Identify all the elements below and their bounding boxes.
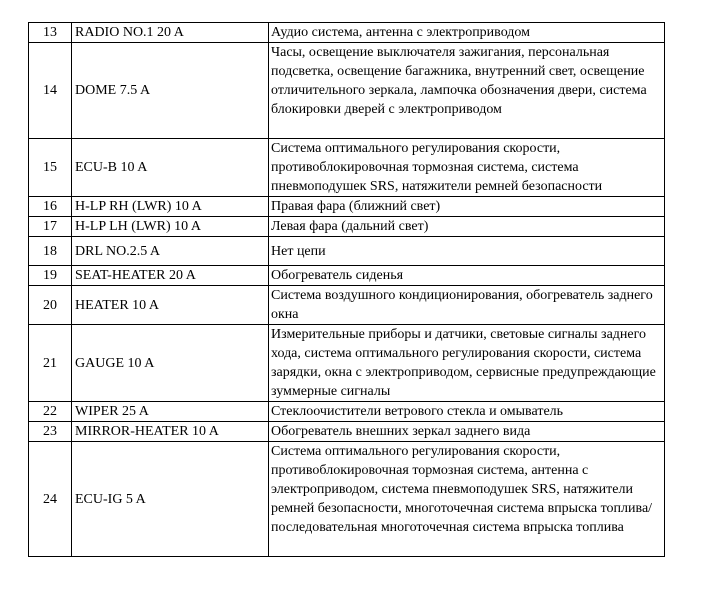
fuse-description: Обогреватель сиденья — [269, 266, 665, 286]
fuse-number: 23 — [29, 422, 72, 442]
fuse-description: Аудио система, антенна с электроприводом — [269, 23, 665, 43]
fuse-name: DOME 7.5 A — [72, 43, 269, 139]
fuse-description: Нет цепи — [269, 237, 665, 266]
fuse-number: 15 — [29, 139, 72, 197]
fuse-name: WIPER 25 A — [72, 402, 269, 422]
table-row — [29, 43, 665, 139]
table-row — [29, 422, 665, 442]
fuse-description: Стеклоочистители ветрового стекла и омыватель — [269, 402, 665, 422]
fuse-name: H-LP RH (LWR) 10 A — [72, 197, 269, 217]
fuse-description: Обогреватель внешних зеркал заднего вида — [269, 422, 665, 442]
fuse-description: Система оптимального регулирования скорости, противоблокировочная тормозная система, система пневмоподушек SRS, натяжители ремней безопасности — [269, 139, 665, 197]
fuse-name: MIRROR-HEATER 10 A — [72, 422, 269, 442]
fuse-name: GAUGE 10 A — [72, 325, 269, 402]
table-row — [29, 442, 665, 557]
fuse-description: Измерительные приборы и датчики, световые сигналы заднего хода, система оптимального регулирования скорости, система зарядки, окна с электроприводом, сервисные предупреждающие зуммерные сигналы — [269, 325, 665, 402]
fuse-description: Часы, освещение выключателя зажигания, персональная подсветка, освещение багажника, внутренний свет, освещение отличительного зеркала, лампочка обозначения двери, система блокировки дверей с электроприводом — [269, 43, 665, 139]
fuse-number: 18 — [29, 237, 72, 266]
fuse-name: RADIO NO.1 20 A — [72, 23, 269, 43]
fuse-name: ECU-IG 5 A — [72, 442, 269, 557]
table-row — [29, 325, 665, 402]
fuse-description: Правая фара (ближний свет) — [269, 197, 665, 217]
fuse-number: 24 — [29, 442, 72, 557]
table-row — [29, 237, 665, 266]
table-row — [29, 197, 665, 217]
fuse-number: 13 — [29, 23, 72, 43]
table-row — [29, 139, 665, 197]
fuse-number: 20 — [29, 286, 72, 325]
fuse-description: Левая фара (дальний свет) — [269, 217, 665, 237]
fuse-name: SEAT-HEATER 20 A — [72, 266, 269, 286]
fuse-number: 16 — [29, 197, 72, 217]
fuse-number: 21 — [29, 325, 72, 402]
fuse-number: 17 — [29, 217, 72, 237]
table-row — [29, 286, 665, 325]
table-row — [29, 402, 665, 422]
table-row — [29, 23, 665, 43]
fuse-name: H-LP LH (LWR) 10 A — [72, 217, 269, 237]
fuse-number: 19 — [29, 266, 72, 286]
fuse-name: DRL NO.2.5 A — [72, 237, 269, 266]
fuse-name: ECU-B 10 A — [72, 139, 269, 197]
fuse-table-body — [29, 23, 665, 557]
fuse-number: 22 — [29, 402, 72, 422]
fuse-name: HEATER 10 A — [72, 286, 269, 325]
fuse-description: Система воздушного кондиционирования, обогреватель заднего окна — [269, 286, 665, 325]
table-row — [29, 217, 665, 237]
table-row — [29, 266, 665, 286]
fuse-table — [28, 22, 665, 557]
fuse-number: 14 — [29, 43, 72, 139]
fuse-description: Система оптимального регулирования скорости, противоблокировочная тормозная система, антенна с электроприводом, система пневмоподушек SRS, натяжители ремней безопасности, многоточечная система впрыска топлива/последовательная многоточечная система впрыска топлива — [269, 442, 665, 557]
